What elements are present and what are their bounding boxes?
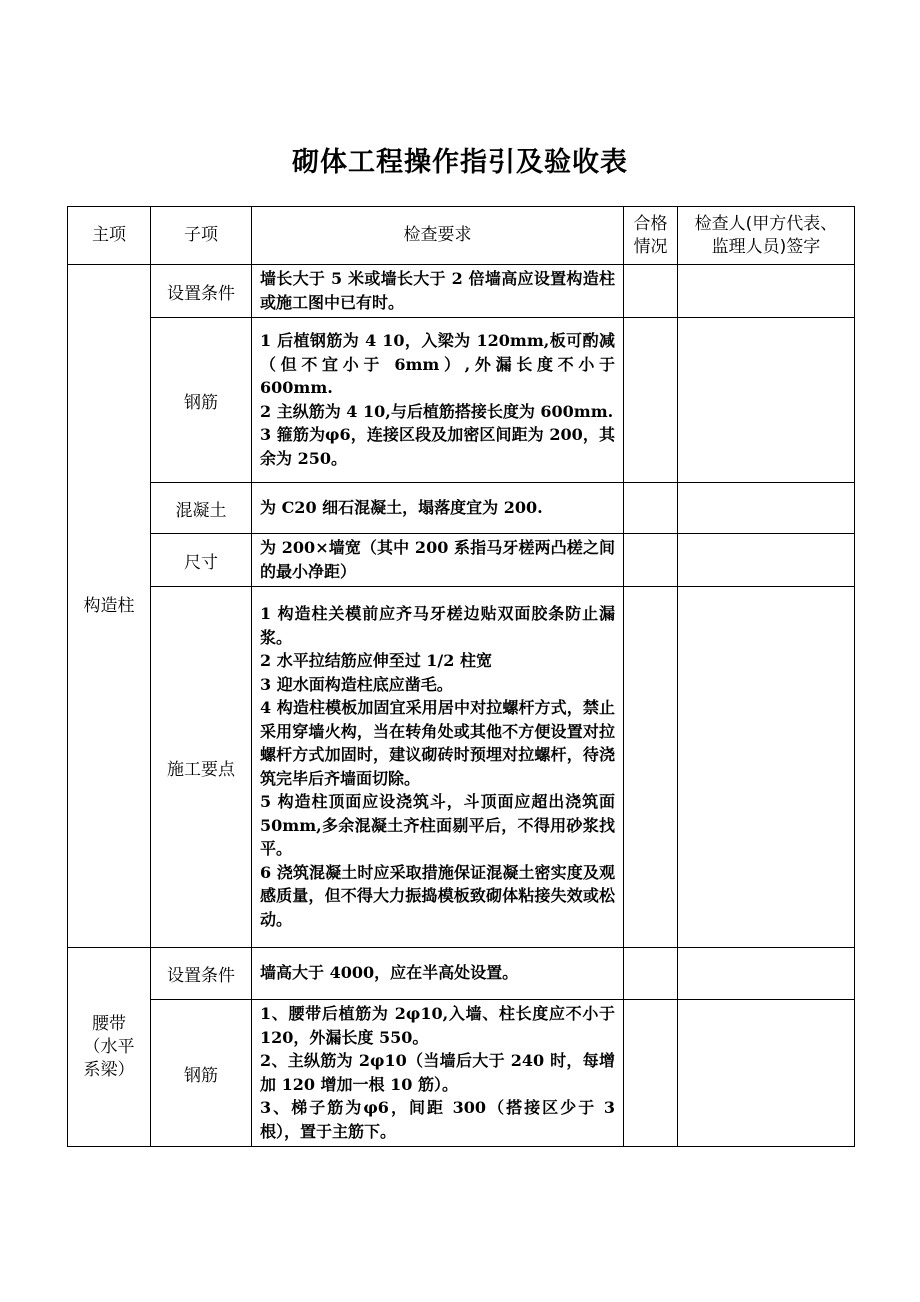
header-inspector-signature bbox=[678, 207, 855, 265]
table-row bbox=[68, 534, 855, 587]
sub-item-cell: 钢筋 bbox=[151, 318, 252, 483]
requirement-cell bbox=[252, 265, 624, 318]
signature-cell[interactable] bbox=[678, 265, 855, 318]
requirement-cell bbox=[252, 483, 624, 534]
requirement-line: 3、梯子筋为φ6，间距 300（搭接区少于 3 根），置于主筋下。 bbox=[260, 1098, 615, 1141]
table-row bbox=[68, 265, 855, 318]
main-item-cell: 腰带（水平系梁） bbox=[68, 948, 151, 1147]
header-pass-status bbox=[624, 207, 678, 265]
sub-item-cell: 尺寸 bbox=[151, 534, 252, 587]
header-sign-line-1: 检查人(甲方代表、 bbox=[694, 213, 838, 234]
header-sub-item: 子项 bbox=[151, 207, 252, 265]
sub-item-cell: 施工要点 bbox=[151, 587, 252, 948]
requirement-line: 2、主纵筋为 2φ10（当墙后大于 240 时，每增加 120 增加一根 10 筋）。 bbox=[260, 1051, 615, 1094]
requirement-cell bbox=[252, 587, 624, 948]
requirement-line: 4 构造柱模板加固宜采用居中对拉螺杆方式，禁止采用穿墙火构，当在转角处或其他不方便设置对拉螺杆方式加固时，建议砌砖时预埋对拉螺杆，待浇筑完毕后齐墙面切除。 bbox=[260, 698, 615, 788]
requirement-cell bbox=[252, 948, 624, 1000]
pass-status-cell[interactable] bbox=[624, 483, 678, 534]
signature-cell[interactable] bbox=[678, 534, 855, 587]
header-pass-line-1: 合格 bbox=[633, 213, 668, 234]
pass-status-cell[interactable] bbox=[624, 1000, 678, 1147]
main-item-cell: 构造柱 bbox=[68, 265, 151, 948]
signature-cell[interactable] bbox=[678, 483, 855, 534]
table-row bbox=[68, 587, 855, 948]
inspection-table bbox=[67, 206, 855, 1147]
pass-status-cell[interactable] bbox=[624, 265, 678, 318]
sub-item-cell: 设置条件 bbox=[151, 265, 252, 318]
requirement-line: 墙高大于 4000，应在半高处设置。 bbox=[260, 963, 519, 983]
requirement-line: 2 主纵筋为 4 10,与后植筋搭接长度为 600mm. bbox=[260, 401, 614, 421]
requirement-line: 5 构造柱顶面应设浇筑斗，斗顶面应超出浇筑面 50mm,多余混凝土齐柱面剔平后，不得用砂浆找平。 bbox=[260, 792, 615, 858]
table-row bbox=[68, 948, 855, 1000]
header-row bbox=[68, 207, 855, 265]
header-main-item: 主项 bbox=[68, 207, 151, 265]
sub-item-cell: 设置条件 bbox=[151, 948, 252, 1000]
signature-cell[interactable] bbox=[678, 587, 855, 948]
requirement-line: 为 200×墙宽（其中 200 系指马牙槎两凸槎之间的最小净距） bbox=[260, 538, 615, 581]
requirement-line: 1、腰带后植筋为 2φ10,入墙、柱长度应不小于 120，外漏长度 550。 bbox=[260, 1004, 615, 1047]
requirement-line: 1 后植钢筋为 4 10，入梁为 120mm,板可酌减（但不宜小于 6mm）,外漏长度不小于 600mm. bbox=[260, 331, 615, 397]
page-title: 砌体工程操作指引及验收表 bbox=[292, 147, 628, 178]
requirement-line: 6 浇筑混凝土时应采取措施保证混凝土密实度及观感质量，但不得大力振捣模板致砌体粘接失效或松动。 bbox=[260, 862, 615, 929]
sub-item-cell: 混凝土 bbox=[151, 483, 252, 534]
requirement-cell bbox=[252, 1000, 624, 1147]
table-row bbox=[68, 1000, 855, 1147]
requirement-line: 3 迎水面构造柱底应凿毛。 bbox=[260, 674, 453, 694]
table-row bbox=[68, 318, 855, 483]
sub-item-cell: 钢筋 bbox=[151, 1000, 252, 1147]
pass-status-cell[interactable] bbox=[624, 534, 678, 587]
requirement-line: 1 构造柱关模前应齐马牙槎边贴双面胶条防止漏浆。 bbox=[260, 604, 615, 647]
header-pass-line-2: 情况 bbox=[633, 236, 668, 257]
requirement-cell bbox=[252, 534, 624, 587]
signature-cell[interactable] bbox=[678, 1000, 855, 1147]
requirement-line: 2 水平拉结筋应伸至过 1/2 柱宽 bbox=[260, 651, 492, 670]
signature-cell[interactable] bbox=[678, 948, 855, 1000]
header-requirements: 检查要求 bbox=[252, 207, 624, 265]
requirement-cell bbox=[252, 318, 624, 483]
table-row bbox=[68, 483, 855, 534]
requirement-line: 为 C20 细石混凝土，塌落度宜为 200. bbox=[260, 497, 543, 517]
requirement-line: 墙长大于 5 米或墙长大于 2 倍墙高应设置构造柱或施工图中已有时。 bbox=[260, 269, 615, 312]
signature-cell[interactable] bbox=[678, 318, 855, 483]
header-sign-line-2: 监理人员)签字 bbox=[711, 236, 821, 257]
pass-status-cell[interactable] bbox=[624, 587, 678, 948]
requirement-line: 3 箍筋为φ6，连接区段及加密区间距为 200，其余为 250。 bbox=[260, 425, 615, 468]
pass-status-cell[interactable] bbox=[624, 318, 678, 483]
pass-status-cell[interactable] bbox=[624, 948, 678, 1000]
